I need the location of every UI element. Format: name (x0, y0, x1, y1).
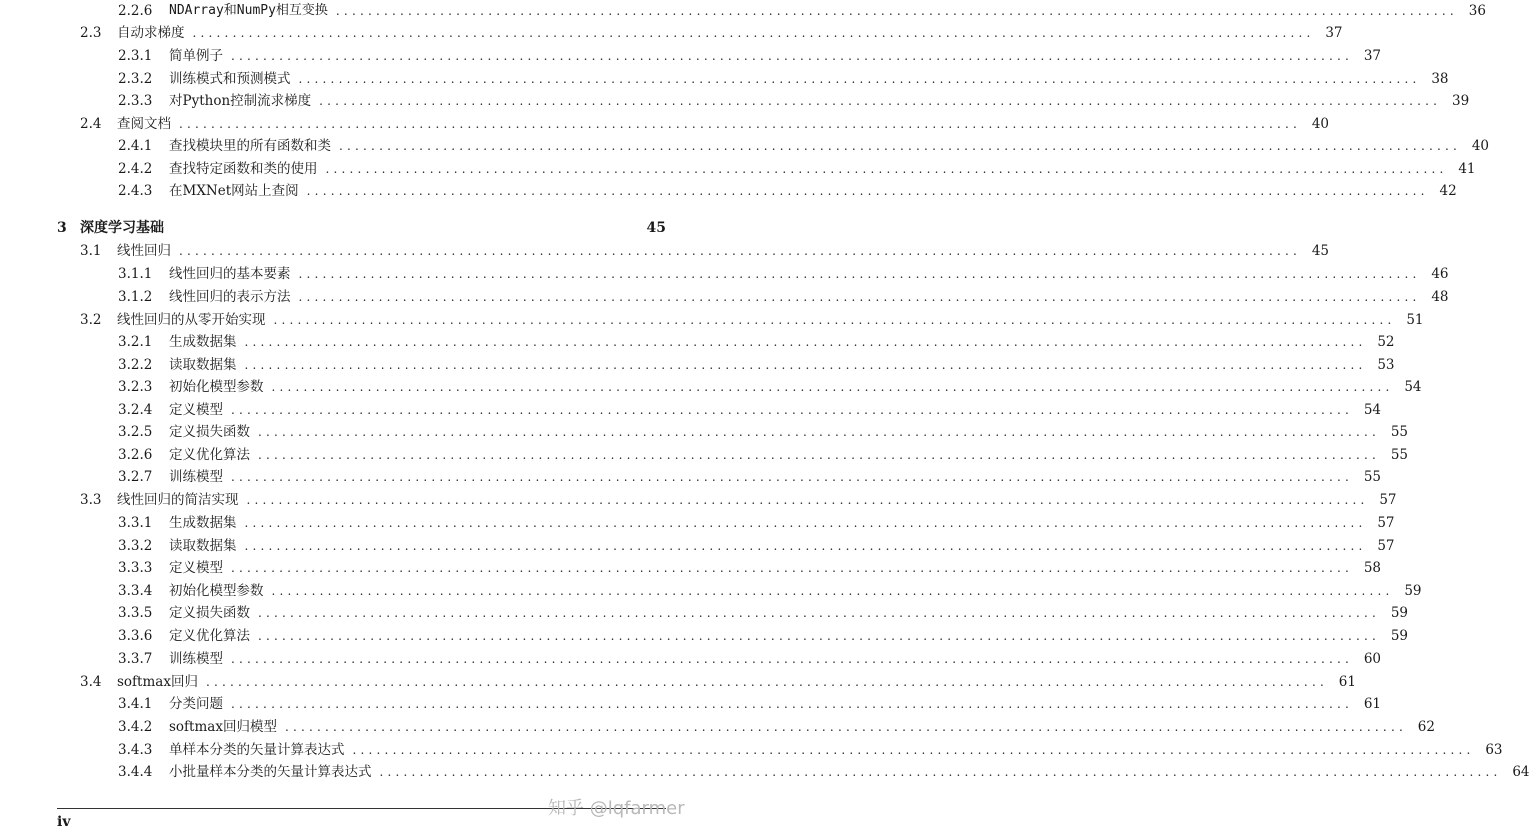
toc-entry-title: 定义模型 (169, 560, 223, 576)
toc-entry-title: 线性回归的简洁实现 (117, 492, 239, 508)
toc-entry-page: 55 (1390, 447, 1409, 463)
toc-entry-page: 48 (1431, 289, 1449, 305)
toc-entry-title: 单样本分类的矢量计算表达式 (169, 742, 345, 758)
toc-subsection-entry[interactable] (118, 535, 1395, 557)
toc-dot-leader: ............................................................................................................................................ (298, 290, 1421, 304)
toc-entry-title: 自动求梯度 (117, 25, 185, 41)
toc-dot-leader: ............................................................................................................................................ (339, 139, 1462, 153)
toc-entry-page: 51 (1406, 312, 1424, 328)
toc-entry-title: 定义损失函数 (169, 605, 250, 621)
toc-entry-page: 61 (1363, 696, 1382, 712)
toc-entry-number: 3.3.6 (118, 628, 153, 644)
toc-entry-page: 54 (1363, 402, 1382, 418)
toc-subsection-entry[interactable] (118, 512, 1395, 534)
toc-subsection-entry[interactable] (118, 0, 1486, 22)
toc-entry-number: 2.4.3 (118, 183, 153, 199)
toc-entry-number: 3.2 (80, 312, 102, 328)
toc-subsection-entry[interactable] (118, 625, 1409, 647)
toc-section-entry[interactable] (80, 22, 1343, 44)
toc-subsection-entry[interactable] (118, 354, 1395, 376)
toc-subsection-entry[interactable] (118, 45, 1382, 67)
toc-subsection-entry[interactable] (118, 399, 1382, 421)
toc-entry-title: 生成数据集 (169, 515, 237, 531)
toc-subsection-entry[interactable] (118, 466, 1382, 488)
toc-dot-leader: ............................................................................................................................................ (231, 49, 1354, 63)
toc-entry-number: 3.2.2 (118, 357, 153, 373)
toc-section-entry[interactable] (80, 309, 1424, 331)
toc-entry-number: 3.3.4 (118, 583, 153, 599)
toc-entry-number: 3.3.5 (118, 605, 153, 621)
toc-entry-number: 3.2.4 (118, 402, 153, 418)
toc-entry-page: 61 (1338, 674, 1356, 690)
toc-subsection-entry[interactable] (118, 580, 1422, 602)
toc-section-entry[interactable] (80, 489, 1397, 511)
toc-entry-page: 57 (1377, 515, 1395, 531)
toc-entry-title: 查找模块里的所有函数和类 (169, 138, 331, 154)
toc-dot-leader: ............................................................................................................................................ (231, 697, 1354, 711)
toc-dot-leader: ............................................................................................................................................ (258, 606, 1381, 620)
toc-entry-title: softmax回归模型 (169, 719, 277, 735)
toc-subsection-entry[interactable] (118, 761, 1530, 783)
toc-entry-page: 36 (1468, 3, 1486, 19)
toc-entry-page: 37 (1325, 25, 1343, 41)
toc-entry-number: 3.1.2 (118, 289, 153, 305)
toc-entry-title: 生成数据集 (169, 334, 237, 350)
toc-dot-leader: ............................................................................................................................................ (244, 358, 1367, 372)
toc-section-entry[interactable] (80, 113, 1330, 135)
toc-dot-leader: ............................................................................................................................................ (231, 652, 1354, 666)
toc-entry-number: 3.4.4 (118, 764, 153, 780)
toc-dot-leader: ............................................................................................................................................ (179, 244, 1302, 258)
toc-dot-leader: ............................................................................................................................................ (244, 516, 1367, 530)
toc-entry-title: 深度学习基础 (80, 220, 164, 236)
toc-entry-title: 线性回归的基本要素 (169, 266, 291, 282)
toc-dot-leader: ............................................................................................................................................ (179, 117, 1302, 131)
toc-subsection-entry[interactable] (118, 693, 1382, 715)
toc-dot-leader: ............................................................................................................................................ (271, 380, 1394, 394)
toc-entry-page: 40 (1471, 138, 1490, 154)
toc-entry-number: 3.2.5 (118, 424, 153, 440)
toc-subsection-entry[interactable] (118, 331, 1395, 353)
toc-entry-title: 训练模型 (169, 469, 223, 485)
toc-entry-title: 训练模式和预测模式 (169, 71, 291, 87)
toc-subsection-entry[interactable] (118, 135, 1490, 157)
toc-subsection-entry[interactable] (118, 158, 1476, 180)
toc-entry-page: 38 (1431, 71, 1449, 87)
toc-entry-number: 2.3 (80, 25, 102, 41)
watermark: 知乎 @lqfarmer (548, 798, 685, 819)
toc-dot-leader: ............................................................................................................................................ (244, 539, 1367, 553)
toc-entry-number: 3.3.2 (118, 538, 153, 554)
toc-entry-title: 分类问题 (169, 696, 223, 712)
toc-entry-number: 3.2.1 (118, 334, 153, 350)
toc-section-entry[interactable] (80, 240, 1330, 262)
toc-entry-page: 52 (1377, 334, 1395, 350)
toc-entry-title: 线性回归的从零开始实现 (117, 312, 266, 328)
toc-entry-page: 41 (1458, 161, 1476, 177)
toc-dot-leader: ............................................................................................................................................ (258, 629, 1381, 643)
toc-subsection-entry[interactable] (118, 180, 1457, 202)
toc-entry-title: 定义优化算法 (169, 447, 250, 463)
toc-subsection-entry[interactable] (118, 376, 1422, 398)
toc-dot-leader: ............................................................................................................................................ (271, 584, 1394, 598)
toc-entry-number: 3.1.1 (118, 266, 153, 282)
toc-dot-leader: ............................................................................................................................................ (325, 162, 1448, 176)
toc-entry-title: 定义损失函数 (169, 424, 250, 440)
toc-subsection-entry[interactable] (118, 557, 1382, 579)
toc-entry-number: 3.3.7 (118, 651, 153, 667)
toc-entry-page: 46 (1431, 266, 1449, 282)
toc-section-entry[interactable] (80, 671, 1356, 693)
toc-dot-leader: ............................................................................................................................................ (352, 743, 1475, 757)
toc-entry-number: 3.4.1 (118, 696, 153, 712)
toc-dot-leader: ............................................................................................................................................ (231, 561, 1354, 575)
toc-entry-title: 读取数据集 (169, 357, 237, 373)
toc-entry-title: 查找特定函数和类的使用 (169, 161, 318, 177)
toc-entry-page: 39 (1452, 93, 1470, 109)
toc-dot-leader: ............................................................................................................................................ (306, 184, 1429, 198)
toc-entry-number: 2.2.6 (118, 3, 153, 19)
toc-dot-leader: ............................................................................................................................................ (231, 403, 1354, 417)
toc-entry-number: 3.4 (80, 674, 102, 690)
toc-entry-number: 3.2.7 (118, 469, 153, 485)
toc-dot-leader: ............................................................................................................................................ (335, 4, 1458, 18)
toc-entry-page: 64 (1512, 764, 1530, 780)
toc-entry-title: 读取数据集 (169, 538, 237, 554)
toc-entry-number: 2.4.1 (118, 138, 153, 154)
toc-entry-title: softmax回归 (117, 674, 198, 690)
toc-entry-number: 2.3.2 (118, 71, 153, 87)
toc-dot-leader: ............................................................................................................................................ (258, 425, 1381, 439)
toc-entry-number: 3.4.3 (118, 742, 153, 758)
toc-entry-page: 54 (1404, 379, 1422, 395)
toc-entry-number: 3.2.3 (118, 379, 153, 395)
toc-entry-page: 62 (1417, 719, 1435, 735)
toc-entry-title: 小批量样本分类的矢量计算表达式 (169, 764, 372, 780)
toc-chapter-entry[interactable] (57, 217, 666, 239)
toc-entry-title: 线性回归 (117, 243, 171, 259)
toc-entry-number: 3.4.2 (118, 719, 153, 735)
toc-entry-page: 40 (1311, 116, 1330, 132)
toc-subsection-entry[interactable] (118, 68, 1449, 90)
toc-entry-page: 42 (1439, 183, 1457, 199)
toc-entry-number: 3.3.3 (118, 560, 153, 576)
toc-entry-number: 3.3.1 (118, 515, 153, 531)
toc-entry-number: 3.3 (80, 492, 102, 508)
toc-entry-number: 2.4 (80, 116, 102, 132)
toc-subsection-entry[interactable] (118, 263, 1449, 285)
toc-subsection-entry[interactable] (118, 444, 1409, 466)
toc-entry-title: 初始化模型参数 (169, 379, 264, 395)
toc-entry-page: 55 (1363, 469, 1382, 485)
toc-dot-leader: ............................................................................................................................................ (246, 493, 1369, 507)
toc-dot-leader: ............................................................................................................................................ (319, 94, 1442, 108)
toc-entry-page: 37 (1363, 48, 1382, 64)
toc-entry-number: 2.4.2 (118, 161, 153, 177)
toc-entry-number: 3.2.6 (118, 447, 153, 463)
toc-entry-number: 3 (57, 220, 67, 236)
toc-dot-leader: ............................................................................................................................................ (379, 765, 1502, 779)
toc-entry-page: 53 (1377, 357, 1395, 373)
toc-entry-title: 简单例子 (169, 48, 223, 64)
toc-entry-page: 63 (1485, 742, 1503, 758)
toc-subsection-entry[interactable] (118, 648, 1382, 670)
toc-entry-title: 对Python控制流求梯度 (169, 93, 312, 109)
toc-subsection-entry[interactable] (118, 716, 1435, 738)
toc-entry-number: 2.3.1 (118, 48, 153, 64)
toc-subsection-entry[interactable] (118, 286, 1449, 308)
toc-entry-page: 59 (1390, 628, 1409, 644)
toc-entry-page: 57 (1377, 538, 1395, 554)
toc-entry-page: 45 (1311, 243, 1330, 259)
toc-dot-leader: ............................................................................................................................................ (284, 720, 1407, 734)
toc-subsection-entry[interactable] (118, 602, 1409, 624)
toc-entry-title: 查阅文档 (117, 116, 171, 132)
toc-entry-page: 60 (1363, 651, 1382, 667)
toc-entry-page: 58 (1363, 560, 1382, 576)
toc-entry-number: 3.1 (80, 243, 102, 259)
toc-dot-leader: ............................................................................................................................................ (298, 72, 1421, 86)
toc-dot-leader: ............................................................................................................................................ (192, 26, 1315, 40)
toc-subsection-entry[interactable] (118, 739, 1503, 761)
toc-entry-page: 55 (1390, 424, 1409, 440)
toc-subsection-entry[interactable] (118, 421, 1409, 443)
toc-entry-title: 定义优化算法 (169, 628, 250, 644)
toc-entry-title: 训练模型 (169, 651, 223, 667)
toc-entry-title: 定义模型 (169, 402, 223, 418)
toc-entry-number: 2.3.3 (118, 93, 153, 109)
toc-dot-leader: ............................................................................................................................................ (298, 267, 1421, 281)
toc-entry-page: 57 (1379, 492, 1397, 508)
toc-entry-title: 线性回归的表示方法 (169, 289, 291, 305)
toc-dot-leader: ............................................................................................................................................ (244, 335, 1367, 349)
toc-entry-title: 在MXNet网站上查阅 (169, 183, 299, 199)
toc-entry-page: 45 (646, 220, 666, 236)
toc-dot-leader: ............................................................................................................................................ (258, 448, 1381, 462)
toc-entry-page: 59 (1390, 605, 1409, 621)
toc-entry-title: NDArray和NumPy相互变换 (169, 3, 328, 18)
toc-dot-leader: ............................................................................................................................................ (273, 313, 1396, 327)
toc-dot-leader: ............................................................................................................................................ (231, 470, 1354, 484)
toc-entry-page: 59 (1404, 583, 1422, 599)
toc-dot-leader: ............................................................................................................................................ (205, 675, 1328, 689)
page-number-footer: iv (57, 814, 71, 830)
toc-entry-title: 初始化模型参数 (169, 583, 264, 599)
toc-subsection-entry[interactable] (118, 90, 1470, 112)
